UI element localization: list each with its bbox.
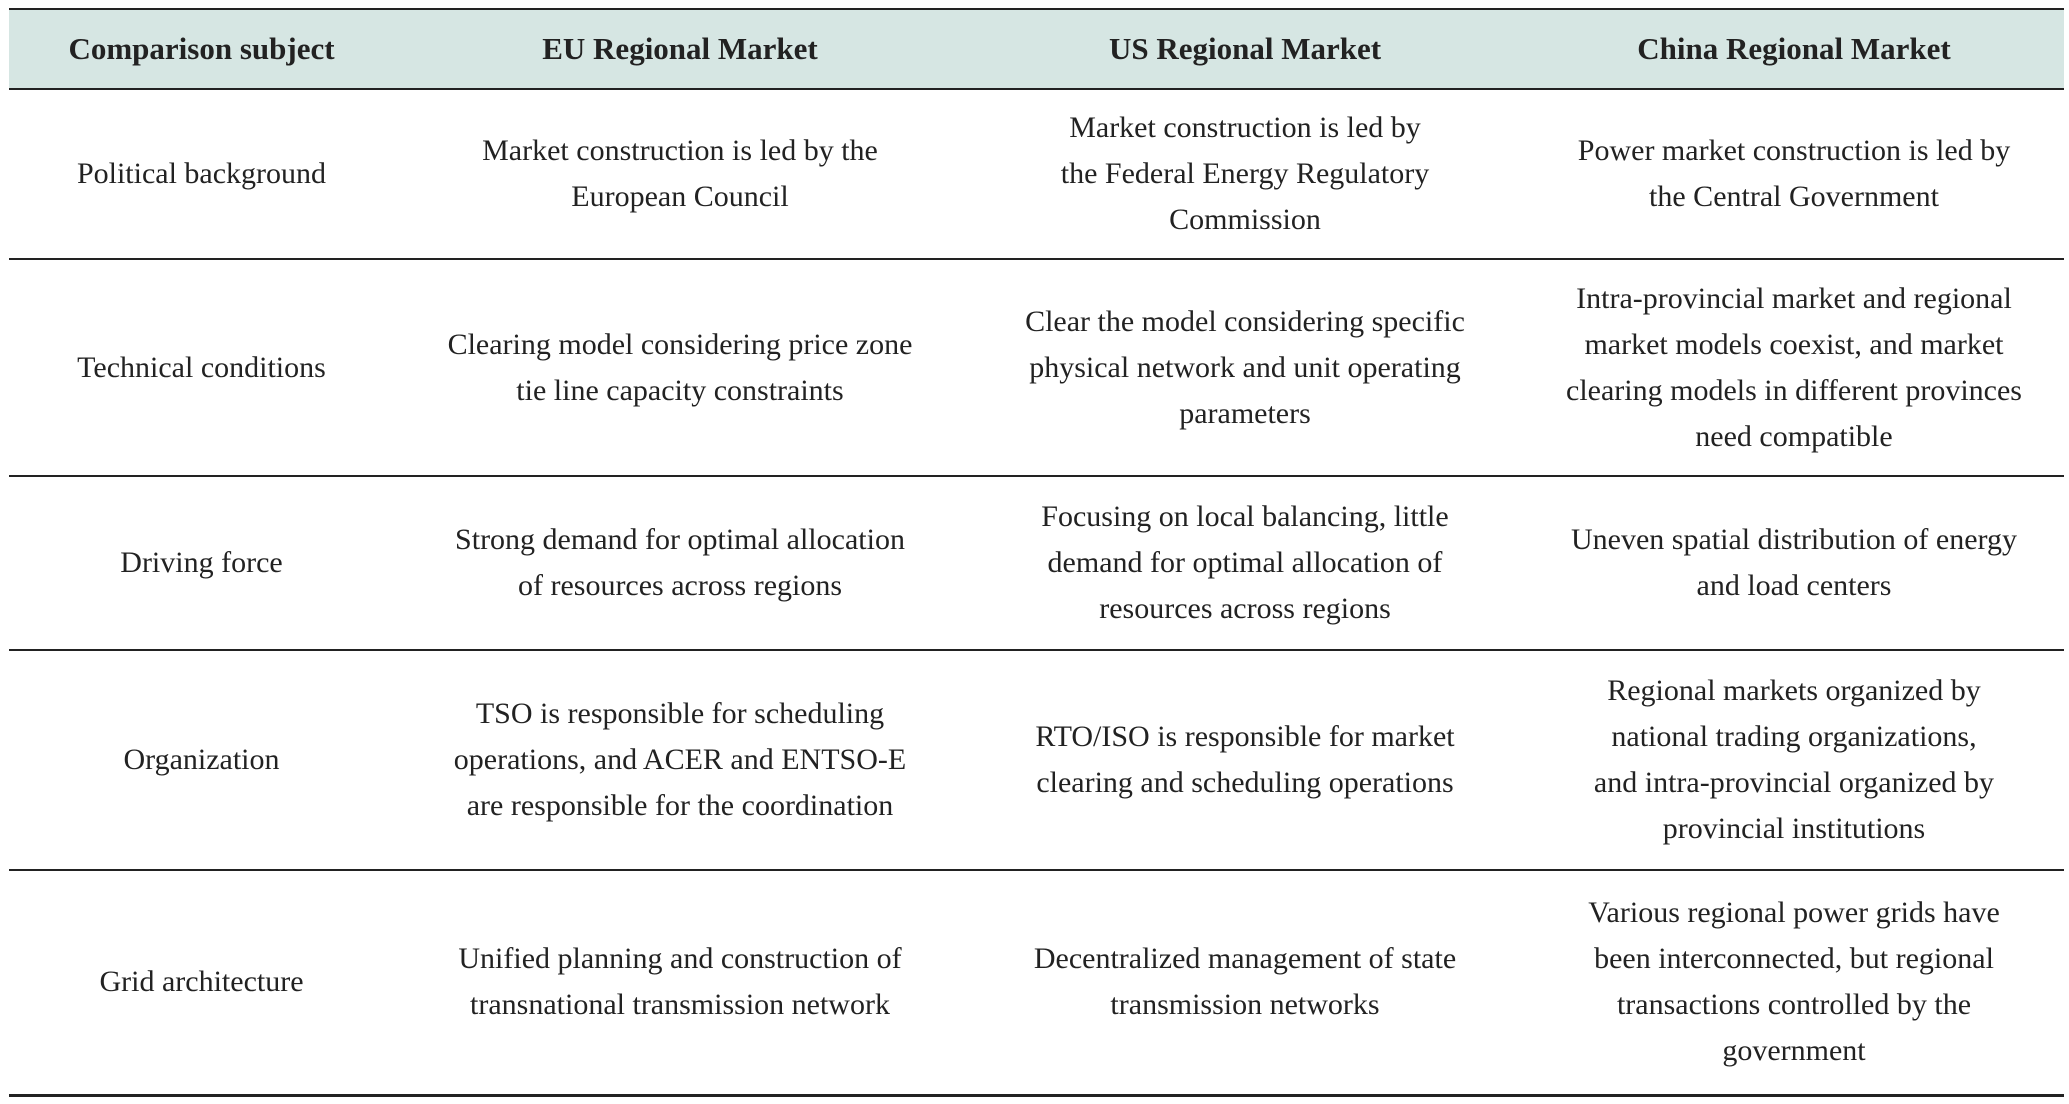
table-row <box>9 870 2064 1095</box>
comparison-table-container <box>9 8 2064 1097</box>
cell-line: physical network and unit operating <box>1029 350 1461 384</box>
cell-line: transnational transmission network <box>470 988 890 1022</box>
cell-line: Focusing on local balancing, little <box>1041 500 1449 533</box>
table-body <box>9 89 2064 1095</box>
table-row <box>9 259 2064 476</box>
cell-line: Strong demand for optimal allocation <box>455 523 905 556</box>
cell-eu <box>394 89 966 259</box>
cell-line: tie line capacity constraints <box>516 373 844 407</box>
cell-line: Regional markets organized by <box>1607 674 1981 707</box>
cell-china <box>1524 870 2064 1095</box>
cell-line: Technical conditions <box>77 350 326 384</box>
cell-line: European Council <box>571 180 789 213</box>
cell-line: Clear the model considering specific <box>1025 304 1465 338</box>
cell-line: parameters <box>1179 396 1311 430</box>
cell-subject <box>9 259 394 476</box>
cell-line: are responsible for the coordination <box>466 789 894 822</box>
cell-line: provincial institutions <box>1662 812 1926 845</box>
cell-line: Unified planning and construction of <box>458 942 902 976</box>
market-comparison-table <box>9 8 2064 1097</box>
header-row <box>9 9 2064 89</box>
cell-line: resources across regions <box>1099 592 1391 625</box>
cell-china <box>1524 650 2064 870</box>
cell-line: Commission <box>1169 203 1321 236</box>
cell-us <box>966 476 1524 650</box>
cell-subject <box>9 870 394 1095</box>
cell-subject <box>9 89 394 259</box>
cell-line: national trading organizations, <box>1611 720 1977 753</box>
cell-line: need compatible <box>1695 419 1893 453</box>
cell-eu <box>394 476 966 650</box>
cell-us <box>966 650 1524 870</box>
cell-line: Organization <box>123 743 280 776</box>
cell-china <box>1524 259 2064 476</box>
cell-subject <box>9 476 394 650</box>
header-comparison-subject: Comparison subject <box>68 31 335 66</box>
cell-line: TSO is responsible for scheduling <box>475 697 885 730</box>
cell-subject <box>9 650 394 870</box>
cell-eu <box>394 870 966 1095</box>
table-row <box>9 89 2064 259</box>
cell-us <box>966 259 1524 476</box>
cell-eu <box>394 259 966 476</box>
cell-line: Intra-provincial market and regional <box>1576 281 2012 315</box>
cell-line: Power market construction is led by <box>1577 134 2011 167</box>
table-header <box>9 9 2064 89</box>
cell-line: and intra-provincial organized by <box>1593 766 1995 799</box>
cell-us <box>966 89 1524 259</box>
cell-line: RTO/ISO is responsible for market <box>1035 720 1455 753</box>
cell-line: Political background <box>76 157 327 190</box>
cell-line: transmission networks <box>1110 988 1380 1022</box>
cell-line: clearing and scheduling operations <box>1036 766 1454 799</box>
cell-line: Various regional power grids have <box>1588 896 2000 930</box>
cell-line: Clearing model considering price zone <box>447 327 913 361</box>
cell-line: demand for optimal allocation of <box>1047 546 1443 579</box>
cell-line: clearing models in different provinces <box>1566 373 2022 407</box>
cell-line: Decentralized management of state <box>1033 942 1457 976</box>
cell-line: Driving force <box>120 546 283 579</box>
cell-line: and load centers <box>1696 569 1892 602</box>
cell-line: of resources across regions <box>517 569 843 602</box>
cell-line: Market construction is led by the <box>482 134 878 167</box>
cell-eu <box>394 650 966 870</box>
cell-line: Uneven spatial distribution of energy <box>1570 523 2017 556</box>
cell-china <box>1524 89 2064 259</box>
cell-line: transactions controlled by the <box>1616 988 1972 1022</box>
cell-line: Market construction is led by <box>1069 111 1421 144</box>
cell-us <box>966 870 1524 1095</box>
cell-line: Grid architecture <box>99 965 304 999</box>
header-china-market: China Regional Market <box>1637 31 1951 66</box>
cell-line: the Central Government <box>1649 180 1939 213</box>
cell-line: operations, and ACER and ENTSO-E <box>453 743 907 776</box>
cell-line: government <box>1722 1034 1866 1068</box>
cell-line: the Federal Energy Regulatory <box>1060 157 1430 190</box>
cell-line: market models coexist, and market <box>1584 327 2004 361</box>
table-row <box>9 650 2064 870</box>
header-eu-market: EU Regional Market <box>542 31 818 66</box>
header-us-market: US Regional Market <box>1108 31 1382 66</box>
cell-line: been interconnected, but regional <box>1594 942 1994 976</box>
cell-china <box>1524 476 2064 650</box>
table-row <box>9 476 2064 650</box>
